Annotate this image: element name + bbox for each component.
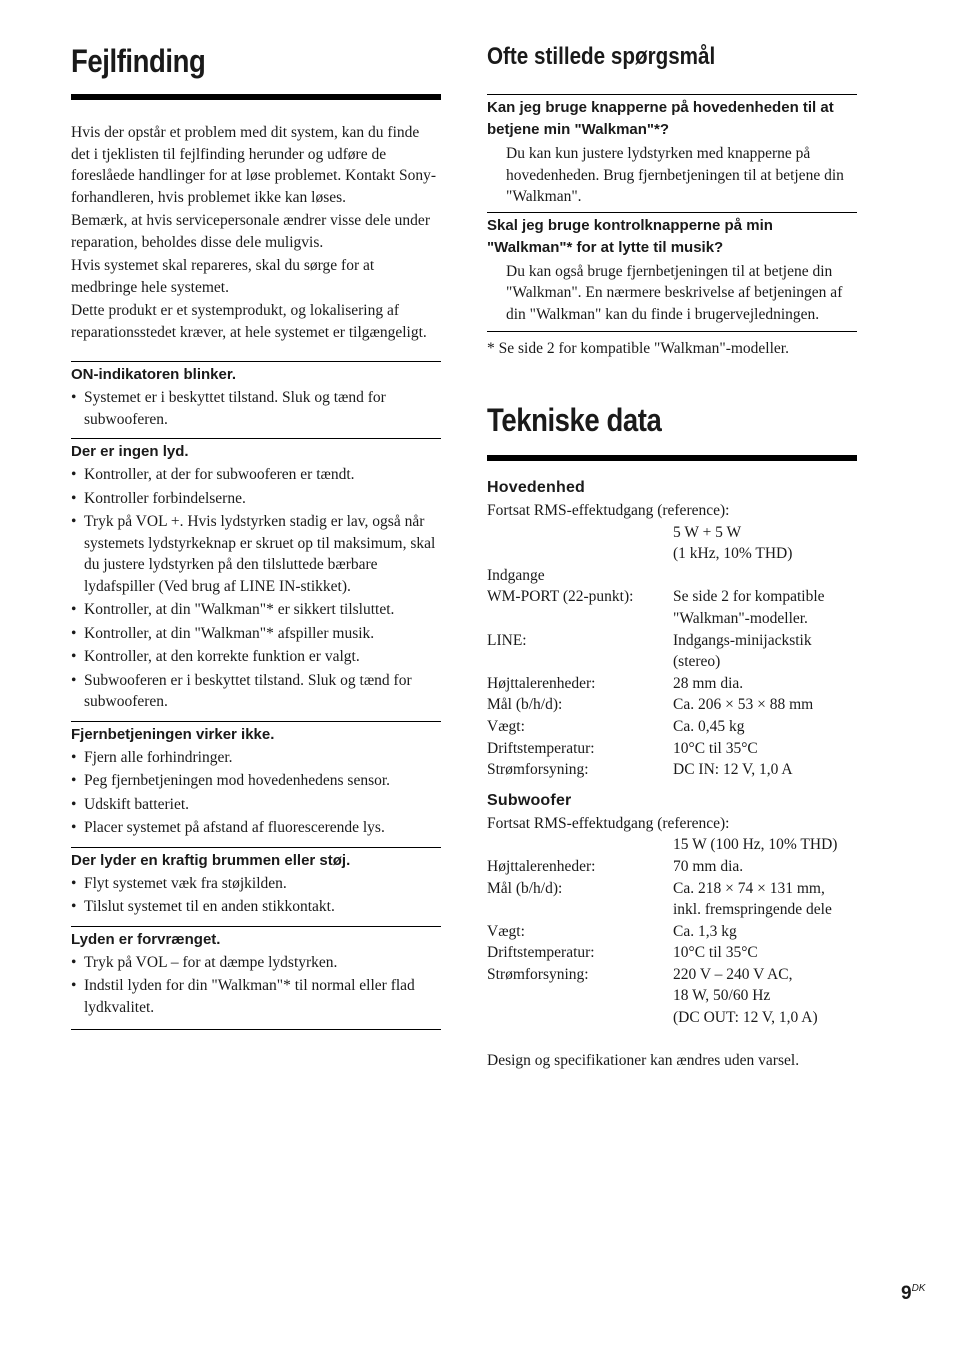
spec-row bbox=[487, 522, 857, 544]
faq-answer: Du kan kun justere lydstyrken med knapperne på hovedenheden. Brug fjernbetjeningen til at betjene din "Walkman". bbox=[506, 145, 844, 205]
section-title: Der er ingen lyd. bbox=[71, 443, 189, 460]
spec-row bbox=[487, 673, 857, 695]
spec-label: Indgange bbox=[487, 566, 545, 584]
list-item: • Indstil lyden for din "Walkman"* til normal eller flad lydkvalitet. bbox=[71, 975, 441, 1018]
spec-row bbox=[487, 921, 857, 943]
troubleshooting-column bbox=[71, 40, 441, 1030]
spec-label: Driftstemperatur: bbox=[487, 739, 595, 757]
spec-label: Strømforsyning: bbox=[487, 965, 589, 983]
main-unit-heading: Hovedenhed bbox=[487, 479, 586, 496]
section-title: Der lyder en kraftig brummen eller støj. bbox=[71, 851, 351, 869]
spec-value: 18 W, 50/60 Hz bbox=[673, 987, 771, 1005]
page-number-suffix: DK bbox=[911, 1283, 926, 1294]
subwoofer-heading: Subwoofer bbox=[487, 791, 572, 809]
spec-row bbox=[487, 813, 857, 835]
section-title: Lyden er forvrænget. bbox=[71, 930, 221, 948]
list-item: • Fjern alle forhindringer. bbox=[71, 747, 441, 769]
spec-row bbox=[487, 500, 857, 522]
spec-value: inkl. fremspringende dele bbox=[673, 901, 832, 919]
faq-question: Kan jeg bruge knapperne på hovedenheden til at betjene min "Walkman"*? bbox=[487, 99, 834, 138]
spec-row bbox=[487, 738, 857, 760]
spec-label: Strømforsyning: bbox=[487, 761, 589, 779]
main-unit-spec-table bbox=[487, 500, 857, 781]
list-item: • Kontroller, at din "Walkman"* afspiller musik. bbox=[71, 623, 441, 645]
spec-label: Mål (b/h/d): bbox=[487, 879, 563, 897]
subwoofer-spec-table bbox=[487, 813, 857, 1029]
spec-label bbox=[487, 651, 673, 673]
spec-value: Ca. 1,3 kg bbox=[673, 922, 737, 940]
spec-row bbox=[487, 834, 857, 856]
spec-value: (stereo) bbox=[673, 653, 721, 671]
list-item: • Udskift batteriet. bbox=[71, 794, 441, 816]
spec-value: (DC OUT: 12 V, 1,0 A) bbox=[673, 1009, 818, 1027]
section-distorted bbox=[71, 926, 441, 1031]
spec-value: 10°C til 35°C bbox=[673, 739, 758, 757]
section-title: ON-indikatoren blinker. bbox=[71, 366, 237, 383]
spec-row bbox=[487, 543, 857, 565]
spec-row bbox=[487, 630, 857, 652]
faq-question: Skal jeg bruge kontrolknapperne på min "Walkman"* for at lytte til musik? bbox=[487, 216, 773, 256]
intro-paragraph: Hvis systemet skal repareres, skal du sørge for at medbringe hele systemet. bbox=[71, 257, 375, 296]
spec-value: 70 mm dia. bbox=[673, 857, 744, 875]
spec-label: WM-PORT (22-punkt): bbox=[487, 588, 634, 606]
spec-value: 5 W + 5 W bbox=[673, 523, 742, 541]
spec-row bbox=[487, 899, 857, 921]
list-item: • Tilslut systemet til en anden stikkontakt. bbox=[71, 896, 441, 918]
list-item: • Kontroller, at der for subwooferen er tændt. bbox=[71, 464, 441, 486]
closing-note: Design og specifikationer kan ændres uden varsel. bbox=[487, 1051, 800, 1069]
spec-label: Vægt: bbox=[487, 717, 525, 735]
list-item: • Kontroller forbindelserne. bbox=[71, 488, 441, 510]
spec-label bbox=[487, 543, 673, 565]
spec-value: DC IN: 12 V, 1,0 A bbox=[673, 761, 793, 779]
spec-label bbox=[487, 899, 673, 921]
spec-value: Ca. 206 × 53 × 88 mm bbox=[673, 696, 814, 714]
spec-row bbox=[487, 878, 857, 900]
spec-row bbox=[487, 942, 857, 964]
spec-row bbox=[487, 1007, 857, 1029]
spec-label bbox=[487, 834, 673, 856]
spec-label bbox=[487, 522, 673, 544]
faq-answer: Du kan også bruge fjernbetjeningen til at betjene din "Walkman". En nærmere beskrivelse af betjeningen af din "Walkman" kan du finde i brugervejledningen. bbox=[506, 262, 843, 323]
spec-row bbox=[487, 586, 857, 608]
list-item: • Flyt systemet væk fra støjkilden. bbox=[71, 873, 441, 895]
list-item: • Subwooferen er i beskyttet tilstand. Sluk og tænd for subwooferen. bbox=[71, 670, 441, 713]
list-item: • Peg fjernbetjeningen mod hovedenhedens sensor. bbox=[71, 770, 441, 792]
spec-title-rule bbox=[487, 455, 857, 461]
spec-value: Ca. 0,45 kg bbox=[673, 717, 745, 735]
title-rule bbox=[71, 94, 441, 100]
faq-item bbox=[487, 94, 857, 208]
spec-row bbox=[487, 565, 857, 587]
page-number bbox=[901, 1283, 925, 1305]
list-item: • Tryk på VOL – for at dæmpe lydstyrken. bbox=[71, 952, 441, 974]
list-item: • Tryk på VOL +. Hvis lydstyrken stadig er lav, også når systemets lydstyrkeknap er skruet op til maksimum, skal du justere lydstyrken på den tilsluttede bærbare lydafspiller (Ved brug af LINE IN-stikket). bbox=[71, 511, 441, 597]
list-item: • Placer systemet på afstand af fluorescerende lys. bbox=[71, 817, 441, 839]
spec-value: Se side 2 for kompatible bbox=[673, 588, 825, 606]
section-remote bbox=[71, 721, 441, 839]
troubleshooting-title: Fejlfinding bbox=[71, 43, 206, 79]
spec-label: Fortsat RMS-effektudgang (reference): bbox=[487, 814, 730, 832]
spec-row bbox=[487, 759, 857, 781]
spec-row bbox=[487, 856, 857, 878]
spec-label: Mål (b/h/d): bbox=[487, 696, 563, 714]
spec-value: 28 mm dia. bbox=[673, 674, 744, 692]
faq-title: Ofte stillede spørgsmål bbox=[487, 43, 716, 70]
spec-value: Ca. 218 × 74 × 131 mm, bbox=[673, 879, 825, 897]
spec-value: "Walkman"-modeller. bbox=[673, 609, 808, 627]
spec-value: Indgangs-minijackstik bbox=[673, 631, 812, 649]
faq-spec-column bbox=[487, 40, 857, 1071]
faq-rule bbox=[487, 331, 857, 332]
list-item: • Kontroller, at din "Walkman"* er sikkert tilsluttet. bbox=[71, 599, 441, 621]
intro-paragraph: Hvis der opstår et problem med dit system, kan du finde det i tjeklisten til fejlfinding herunder og udføre de foreslåede handlinger for at løse problemet. Kontakt Sony-forhandleren, hvis problemet ikke kan løses. bbox=[71, 124, 436, 206]
spec-label bbox=[487, 1007, 673, 1029]
spec-row bbox=[487, 608, 857, 630]
section-hum-noise bbox=[71, 847, 441, 918]
intro-paragraph: Bemærk, at hvis servicepersonale ændrer visse dele under reparation, beholdes disse dele muligvis. bbox=[71, 212, 430, 251]
page-number-value: 9 bbox=[901, 1283, 912, 1304]
spec-label: LINE: bbox=[487, 631, 527, 649]
list-item: • Systemet er i beskyttet tilstand. Sluk og tænd for subwooferen. bbox=[71, 387, 441, 430]
intro-paragraph: Dette produkt er et systemprodukt, og lokalisering af reparationsstedet kræver, at hele systemet er tilgængeligt. bbox=[71, 302, 427, 341]
spec-label: Højttalerenheder: bbox=[487, 857, 596, 875]
spec-label: Vægt: bbox=[487, 922, 525, 940]
section-no-sound bbox=[71, 438, 441, 713]
faq-item bbox=[487, 212, 857, 326]
spec-label: Fortsat RMS-effektudgang (reference): bbox=[487, 502, 730, 519]
spec-label bbox=[487, 985, 673, 1007]
spec-label bbox=[487, 608, 673, 630]
spec-row bbox=[487, 985, 857, 1007]
spec-row bbox=[487, 716, 857, 738]
section-on-indicator bbox=[71, 361, 441, 430]
intro-text bbox=[71, 122, 441, 343]
spec-label: Driftstemperatur: bbox=[487, 944, 595, 962]
spec-label: Højttalerenheder: bbox=[487, 674, 596, 692]
section-title: Fjernbetjeningen virker ikke. bbox=[71, 725, 275, 743]
spec-value: (1 kHz, 10% THD) bbox=[673, 545, 793, 563]
spec-value: 10°C til 35°C bbox=[673, 944, 758, 962]
spec-title: Tekniske data bbox=[487, 402, 662, 438]
spec-value: 220 V – 240 V AC, bbox=[673, 965, 793, 983]
spec-row bbox=[487, 651, 857, 673]
spec-row bbox=[487, 694, 857, 716]
spec-row bbox=[487, 964, 857, 986]
list-item: • Kontroller, at den korrekte funktion er valgt. bbox=[71, 646, 441, 668]
footnote: * Se side 2 for kompatible "Walkman"-modeller. bbox=[487, 340, 789, 357]
spec-value: 15 W (100 Hz, 10% THD) bbox=[673, 836, 838, 854]
